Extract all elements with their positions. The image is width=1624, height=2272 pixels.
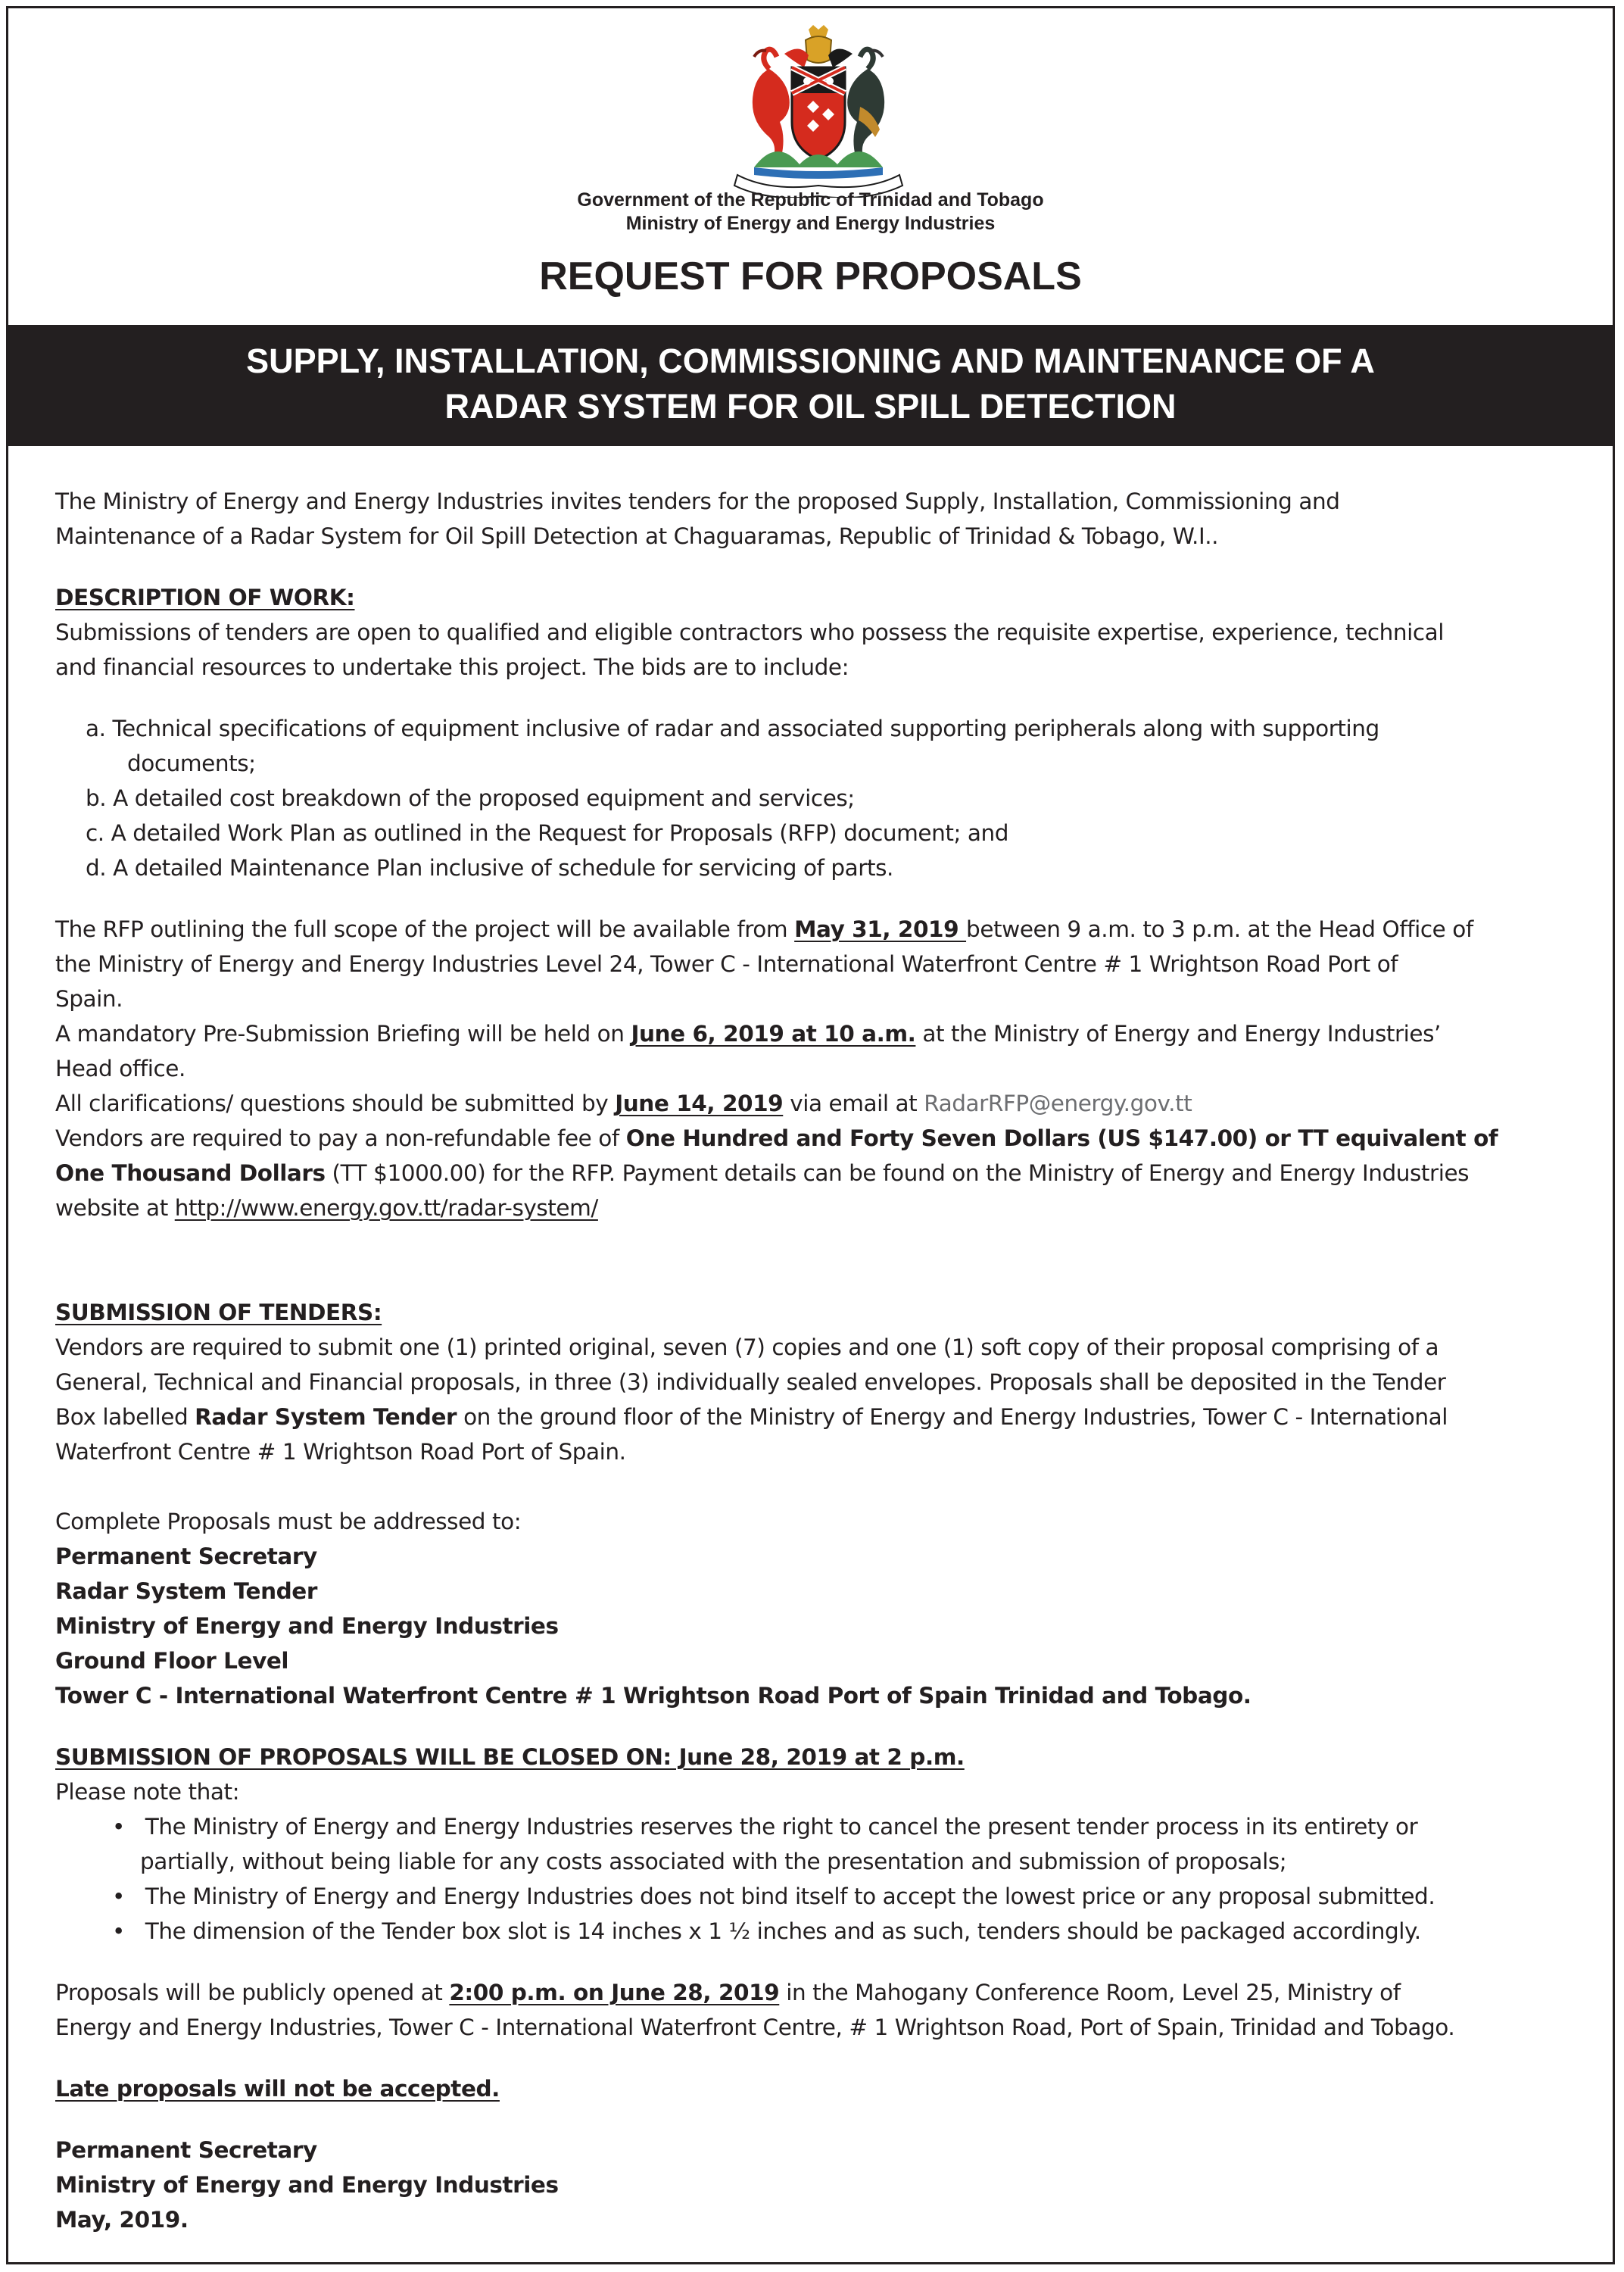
list-item-d: d. A detailed Maintenance Plan inclusive of schedule for servicing of parts. — [86, 855, 893, 881]
late-proposals-note: Late proposals will not be accepted. — [55, 2076, 500, 2102]
list-item-a-cont: documents; — [127, 751, 256, 776]
clarifications-line: All clarifications/ questions should be submitted by June 14, 2019 via email at RadarRFP@energy.gov.tt — [55, 1091, 1192, 1116]
submission-line-2: General, Technical and Financial proposals, in three (3) individually sealed envelopes. Proposals shall be deposited in the Tender — [55, 1369, 1446, 1395]
intro-line-2: Maintenance of a Radar System for Oil Spill Detection at Chaguaramas, Republic of Trinidad & Tobago, W.I.. — [55, 523, 1219, 549]
tender-box-label: Radar System Tender — [195, 1404, 457, 1430]
description-heading: DESCRIPTION OF WORK: — [55, 585, 355, 610]
availability-line-3: Spain. — [55, 986, 123, 1012]
fee-line-1: Vendors are required to pay a non-refundable fee of One Hundred and Forty Seven Dollars (US $147.00) or TT equivalent of — [55, 1125, 1498, 1151]
banner-line-2: RADAR SYSTEM FOR OIL SPILL DETECTION — [444, 387, 1177, 426]
ministry-name: Ministry of Energy and Energy Industries — [625, 213, 996, 234]
signature-ministry: Ministry of Energy and Energy Industries — [55, 2172, 559, 2198]
availability-line-1: The RFP outlining the full scope of the project will be available from May 31, 2019 between 9 a.m. to 3 p.m. at the Head Office of — [55, 916, 1473, 942]
availability-date: May 31, 2019 — [794, 916, 967, 942]
bullet-icon: • — [112, 1918, 125, 1944]
address-intro: Complete Proposals must be addressed to: — [55, 1509, 522, 1534]
submission-line-4: Waterfront Centre # 1 Wrightson Road Port of Spain. — [55, 1439, 626, 1465]
list-item-b: b. A detailed cost breakdown of the proposed equipment and services; — [86, 785, 855, 811]
address-line-4: Ground Floor Level — [55, 1648, 289, 1674]
briefing-date: June 6, 2019 at 10 a.m. — [631, 1021, 916, 1047]
submission-line-1: Vendors are required to submit one (1) printed original, seven (7) copies and one (1) soft copy of their proposal comprising of a — [55, 1334, 1439, 1360]
page-title: REQUEST FOR PROPOSALS — [539, 254, 1082, 298]
government-heading — [8, 189, 1613, 236]
signature-title: Permanent Secretary — [55, 2137, 317, 2163]
address-line-5: Tower C - International Waterfront Centre # 1 Wrightson Road Port of Spain Trinidad and Tobago. — [55, 1683, 1252, 1709]
submission-line-3: Box labelled Radar System Tender on the ground floor of the Ministry of Energy and Energy Industries, Tower C - International — [55, 1404, 1448, 1430]
website-link[interactable]: http://www.energy.gov.tt/radar-system/ — [174, 1195, 598, 1221]
address-line-2: Radar System Tender — [55, 1578, 317, 1604]
list-item-c: c. A detailed Work Plan as outlined in the Request for Proposals (RFP) document; and — [86, 820, 1009, 846]
bullet-icon: • — [112, 1814, 125, 1840]
fee-line-2: One Thousand Dollars (TT $1000.00) for the RFP. Payment details can be found on the Ministry of Energy and Energy Industries — [55, 1160, 1470, 1186]
submission-heading: SUBMISSION OF TENDERS: — [55, 1300, 382, 1325]
signature-date: May, 2019. — [55, 2207, 189, 2233]
opening-line-2: Energy and Energy Industries, Tower C - International Waterfront Centre, # 1 Wrightson Road, Port of Spain, Trinidad and Tobago. — [55, 2015, 1455, 2040]
briefing-line-2: Head office. — [55, 1056, 185, 1081]
government-name: Government of the Republic of Trinidad and Tobago — [577, 189, 1044, 211]
banner-line-1: SUPPLY, INSTALLATION, COMMISSIONING AND MAINTENANCE OF A — [246, 342, 1375, 380]
website-line: website at http://www.energy.gov.tt/radar-system/ — [55, 1195, 598, 1221]
project-banner — [8, 325, 1613, 446]
opening-date: 2:00 p.m. on June 28, 2019 — [449, 1980, 780, 2005]
fee-amount-usd: One Hundred and Forty Seven Dollars (US $147.00) or TT equivalent of — [625, 1125, 1498, 1151]
list-item-a: a. Technical specifications of equipment inclusive of radar and associated supporting peripherals along with supporting — [86, 716, 1379, 741]
note-bullet-3: • The dimension of the Tender box slot is 14 inches x 1 ½ inches and as such, tenders should be packaged accordingly. — [112, 1918, 1421, 1944]
address-line-1: Permanent Secretary — [55, 1543, 317, 1569]
note-intro: Please note that: — [55, 1779, 240, 1805]
note-bullet-1-cont: partially, without being liable for any costs associated with the presentation and submission of proposals; — [140, 1849, 1287, 1874]
description-line-1: Submissions of tenders are open to qualified and eligible contractors who possess the requisite expertise, experience, technical — [55, 619, 1445, 645]
clarifications-date: June 14, 2019 — [615, 1091, 784, 1116]
notice-body — [55, 484, 1569, 2237]
rfp-notice — [6, 6, 1615, 2264]
closing-heading: SUBMISSION OF PROPOSALS WILL BE CLOSED ON: June 28, 2019 at 2 p.m. — [55, 1744, 965, 1770]
availability-line-2: the Ministry of Energy and Energy Industries Level 24, Tower C - International Waterfront Centre # 1 Wrightson Road Port of — [55, 951, 1398, 977]
note-bullet-1: • The Ministry of Energy and Energy Industries reserves the right to cancel the present tender process in its entirety or — [112, 1814, 1418, 1840]
intro-line-1: The Ministry of Energy and Energy Industries invites tenders for the proposed Supply, Installation, Commissioning and — [55, 488, 1340, 514]
email-link[interactable]: RadarRFP@energy.gov.tt — [924, 1091, 1192, 1116]
briefing-line: A mandatory Pre-Submission Briefing will be held on June 6, 2019 at 10 a.m. at the Ministry of Energy and Energy Industries’ — [55, 1021, 1441, 1047]
description-line-2: and financial resources to undertake this project. The bids are to include: — [55, 654, 849, 680]
bullet-icon: • — [112, 1883, 125, 1909]
address-line-3: Ministry of Energy and Energy Industries — [55, 1613, 559, 1639]
opening-line-1: Proposals will be publicly opened at 2:00 p.m. on June 28, 2019 in the Mahogany Conference Room, Level 25, Ministry of — [55, 1980, 1401, 2005]
coat-of-arms-icon — [724, 23, 913, 198]
note-bullet-2: • The Ministry of Energy and Energy Industries does not bind itself to accept the lowest price or any proposal submitted. — [112, 1883, 1435, 1909]
fee-amount-tt: One Thousand Dollars — [55, 1160, 326, 1186]
